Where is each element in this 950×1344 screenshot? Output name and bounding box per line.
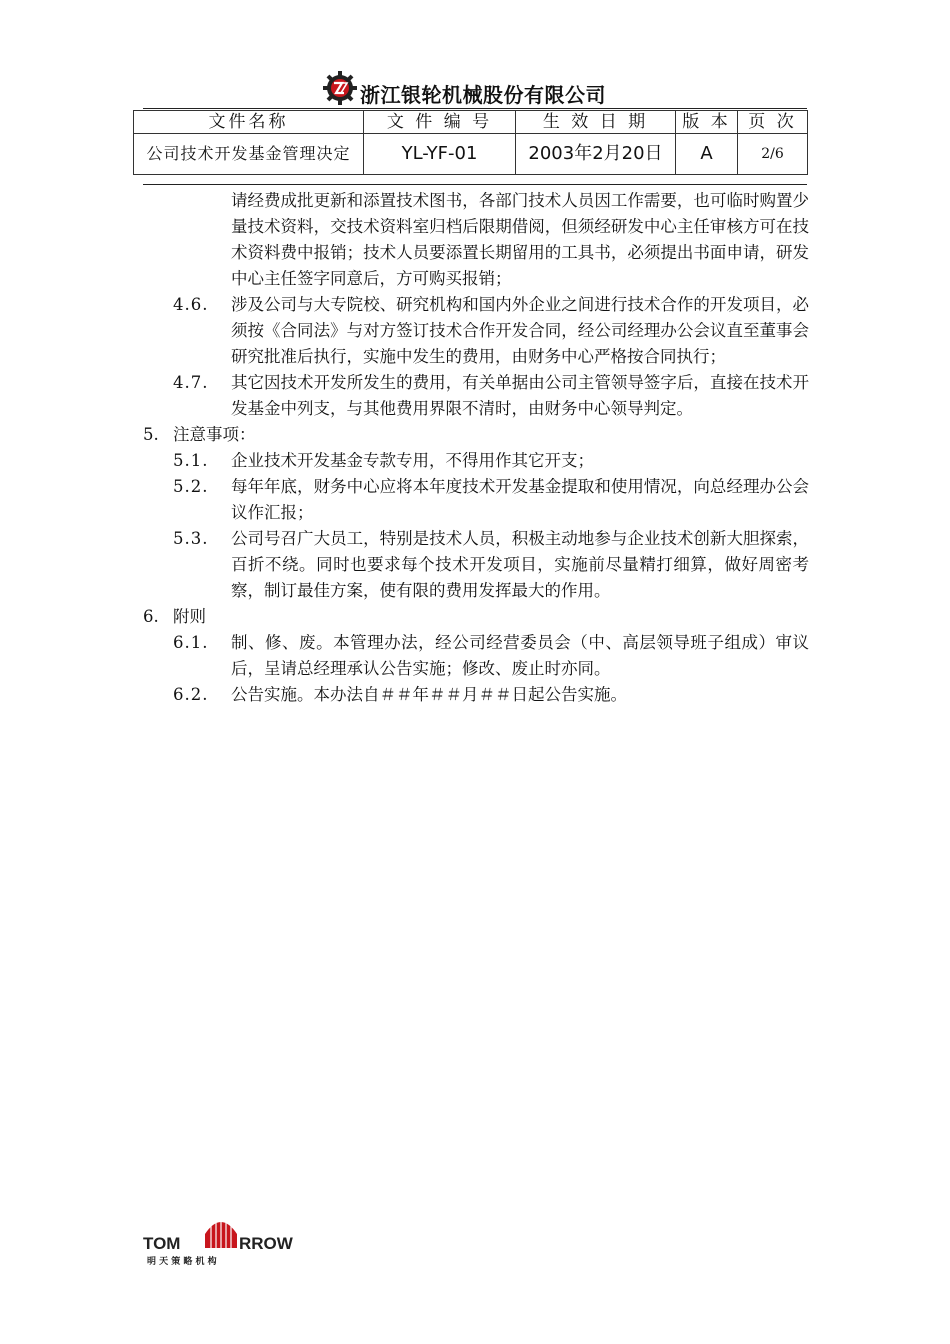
item-number: 6.1.	[173, 633, 209, 652]
value-version: A	[676, 134, 738, 175]
header-file-number: 文 件 编 号	[364, 111, 516, 134]
section-title: 附则	[173, 607, 206, 626]
value-file-number: YL-YF-01	[364, 134, 516, 175]
item-text: 涉及公司与大专院校、研究机构和国内外企业之间进行技术合作的开发项目，必须按《合同法》与对方签订技术合作开发合同，经公司经理办公会议直至董事会研究批准后执行，实施中发生的费用，由财务中心严格按合同执行；	[231, 295, 809, 366]
value-effective-date: 2003年2月20日	[516, 134, 676, 175]
company-name: 浙江银轮机械股份有限公司	[360, 82, 606, 107]
company-gear-logo-icon	[322, 70, 358, 106]
item-number: 5.2.	[173, 477, 209, 496]
item-number: 4.6.	[173, 295, 209, 314]
header-effective-date: 生 效 日 期	[516, 111, 676, 134]
document-info-table	[133, 110, 808, 175]
list-item	[143, 630, 809, 682]
brand-skyline-icon	[205, 1219, 237, 1248]
item-text: 制、修、废。本管理办法，经公司经营委员会（中、高层领导班子组成）审议后，呈请总经理承认公告实施；修改、废止时亦同。	[231, 633, 809, 678]
section-title: 注意事项：	[173, 425, 256, 444]
table-bottom-rule	[143, 184, 807, 185]
header-file-name: 文件名称	[134, 111, 364, 134]
header-rule	[143, 108, 807, 109]
value-file-name: 公司技术开发基金管理决定	[134, 134, 364, 175]
list-item	[143, 370, 809, 422]
item-number: 5.1.	[173, 451, 209, 470]
list-item	[143, 448, 809, 474]
item-number: 4.7.	[173, 373, 209, 392]
item-text: 企业技术开发基金专款专用，不得用作其它开支；	[231, 451, 594, 470]
continuation-paragraph: 请经费成批更新和添置技术图书，各部门技术人员因工作需要，也可临时购置少量技术资料，交技术资料室归档后限期借阅，但须经研发中心主任审核方可在技术资料费中报销；技术人员要添置长期留用的工具书，必须提出书面申请，研发中心主任签字同意后，方可购买报销；	[231, 191, 809, 288]
item-text: 其它因技术开发所发生的费用，有关单据由公司主管领导签字后，直接在技术开发基金中列支，与其他费用界限不清时，由财务中心领导判定。	[231, 373, 809, 418]
brand-text-right: RROW	[239, 1234, 293, 1253]
section-number: 6.	[143, 607, 159, 626]
header-version: 版 本	[676, 111, 738, 134]
item-text: 公告实施。本办法自＃＃年＃＃月＃＃日起公告实施。	[231, 685, 627, 704]
section-heading-6	[143, 604, 809, 630]
list-item	[143, 526, 809, 604]
item-text: 每年年底，财务中心应将本年度技术开发基金提取和使用情况，向总经理办公会议作汇报；	[231, 477, 809, 522]
document-header	[322, 68, 606, 108]
item-text: 公司号召广大员工，特别是技术人员，积极主动地参与企业技术创新大胆探索，百折不绕。同时也要求每个技术开发项目，实施前尽量精打细算，做好周密考察，制订最佳方案，使有限的费用发挥最大的作用。	[231, 529, 809, 600]
item-number: 6.2.	[173, 685, 209, 704]
document-body	[143, 188, 809, 708]
list-item	[143, 292, 809, 370]
list-item	[143, 474, 809, 526]
list-item	[143, 682, 809, 708]
brand-chinese-name: 明 天 策 略 机 构	[147, 1257, 217, 1267]
section-heading-5	[143, 422, 809, 448]
brand-text-left: TOM	[143, 1234, 181, 1253]
section-number: 5.	[143, 425, 159, 444]
item-number: 5.3.	[173, 529, 209, 548]
header-page: 页 次	[738, 111, 808, 134]
tomorrow-brand-logo	[143, 1212, 303, 1268]
value-page: 2/6	[738, 134, 808, 175]
